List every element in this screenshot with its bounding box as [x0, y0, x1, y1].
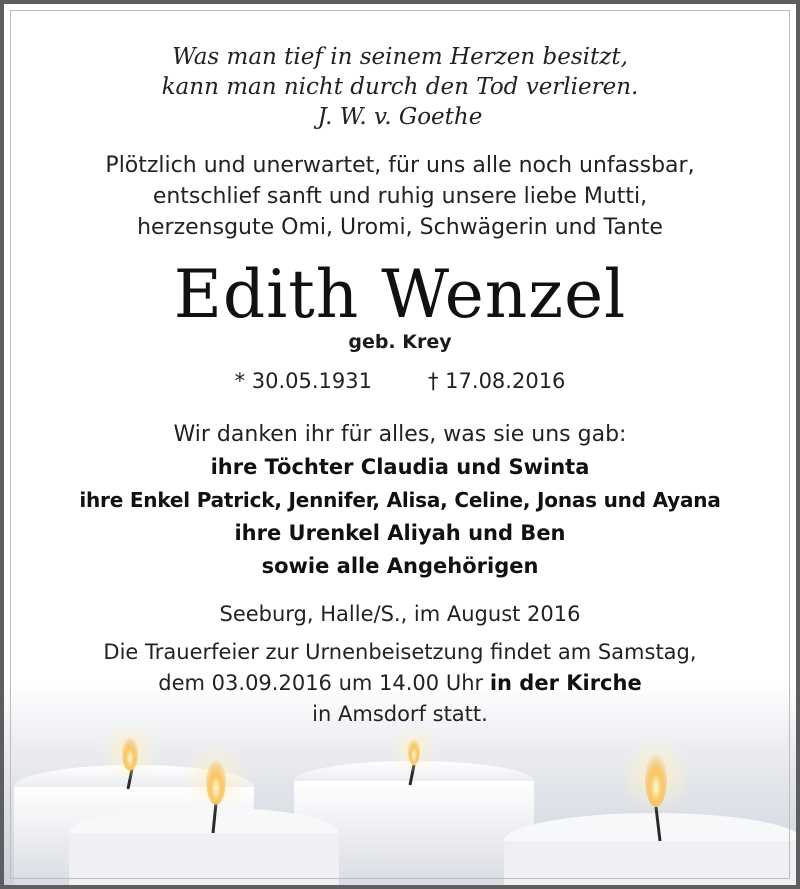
place-date: Seeburg, Halle/S., im August 2016: [219, 602, 581, 626]
death-date: † 17.08.2016: [428, 369, 566, 393]
intro-block: [4, 150, 796, 243]
intro-line: entschlief sanft und ruhig unsere liebe Mutti,: [152, 184, 648, 209]
family-line: ihre Urenkel Aliyah und Ben: [234, 521, 566, 545]
funeral-date-time: dem 03.09.2016 um 14.00 Uhr: [158, 671, 490, 695]
funeral-info: [4, 637, 796, 730]
funeral-line: in Amsdorf statt.: [312, 702, 488, 726]
quote-block: [4, 42, 796, 132]
obituary-text: [4, 4, 796, 730]
family-line: ihre Töchter Claudia und Swinta: [210, 455, 590, 479]
deceased-name: Edith Wenzel: [173, 256, 627, 333]
funeral-line: Die Trauerfeier zur Urnenbeisetzung findet am Samstag,: [103, 640, 697, 664]
intro-line: herzensgute Omi, Uromi, Schwägerin und Tante: [137, 215, 663, 240]
maiden-name: geb. Krey: [348, 331, 452, 353]
quote-line: Was man tief in seinem Herzen besitzt,: [172, 44, 628, 70]
thanks-heading: Wir danken ihr für alles, was sie uns gab:: [173, 422, 627, 447]
life-dates: [4, 367, 796, 395]
intro-line: Plötzlich und unerwartet, für uns alle noch unfassbar,: [105, 153, 695, 178]
family-list: [4, 451, 796, 583]
funeral-line: [4, 668, 796, 699]
funeral-location: in der Kirche: [489, 671, 642, 695]
quote-author: J. W. v. Goethe: [317, 104, 483, 130]
family-line: ihre Enkel Patrick, Jennifer, Alisa, Celine, Jonas und Ayana: [79, 488, 721, 512]
quote-line: kann man nicht durch den Tod verlieren.: [161, 74, 639, 100]
birth-date: * 30.05.1931: [234, 369, 372, 393]
family-line: sowie alle Angehörigen: [261, 554, 539, 578]
